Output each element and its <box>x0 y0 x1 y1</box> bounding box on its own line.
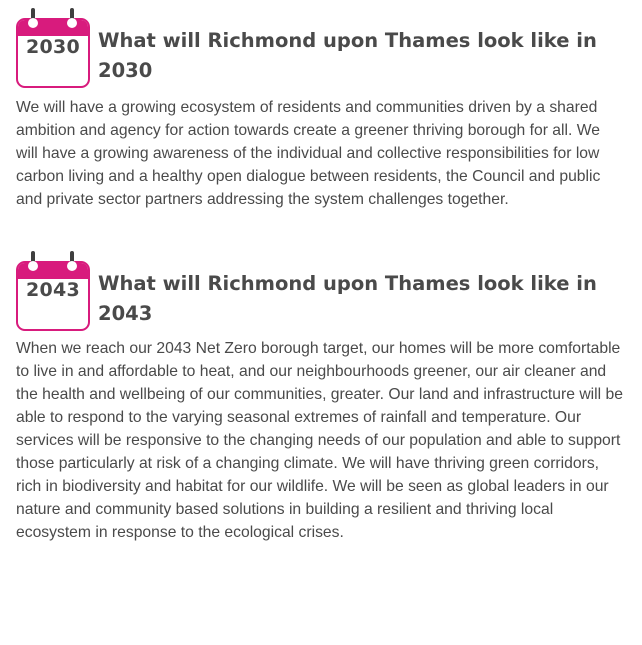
section-heading: What will Richmond upon Thames look like in 2030 <box>98 29 597 82</box>
calendar-year: 2030 <box>25 36 81 58</box>
calendar-year: 2043 <box>25 279 81 301</box>
section-body: When we reach our 2043 Net Zero borough target, our homes will be more comfortable to live in and affordable to heat, and our neighbourhoods greener, our air cleaner and the health and wellbeing of our communities, greater. Our land and infrastructure will be able to respond to the varying seasonal extremes of rainfall and temperature. Our services will be responsive to the changing needs of our population and able to support those particularly at risk of a changing climate. We will have thriving green corridors, rich in biodiversity and habitat for our wildlife. We will be seen as global leaders in our nature and community based solutions in building a resilient and thriving local ecosystem in response to the ecological crises. <box>16 340 623 541</box>
section-heading: What will Richmond upon Thames look like in 2043 <box>98 272 597 325</box>
calendar-ring-right <box>70 8 74 24</box>
calendar-ring-right <box>70 251 74 267</box>
calendar-icon <box>16 257 90 331</box>
calendar-ring-left <box>31 8 35 24</box>
section-body: We will have a growing ecosystem of residents and communities driven by a shared ambition and agency for action towards create a greener thriving borough for all. We will have a growing awareness of the individual and collective responsibilities for low carbon living and a healthy open dialogue between residents, the Council and public and private sector partners addressing the system challenges together. <box>16 99 601 208</box>
calendar-ring-left <box>31 251 35 267</box>
calendar-icon <box>16 14 90 88</box>
